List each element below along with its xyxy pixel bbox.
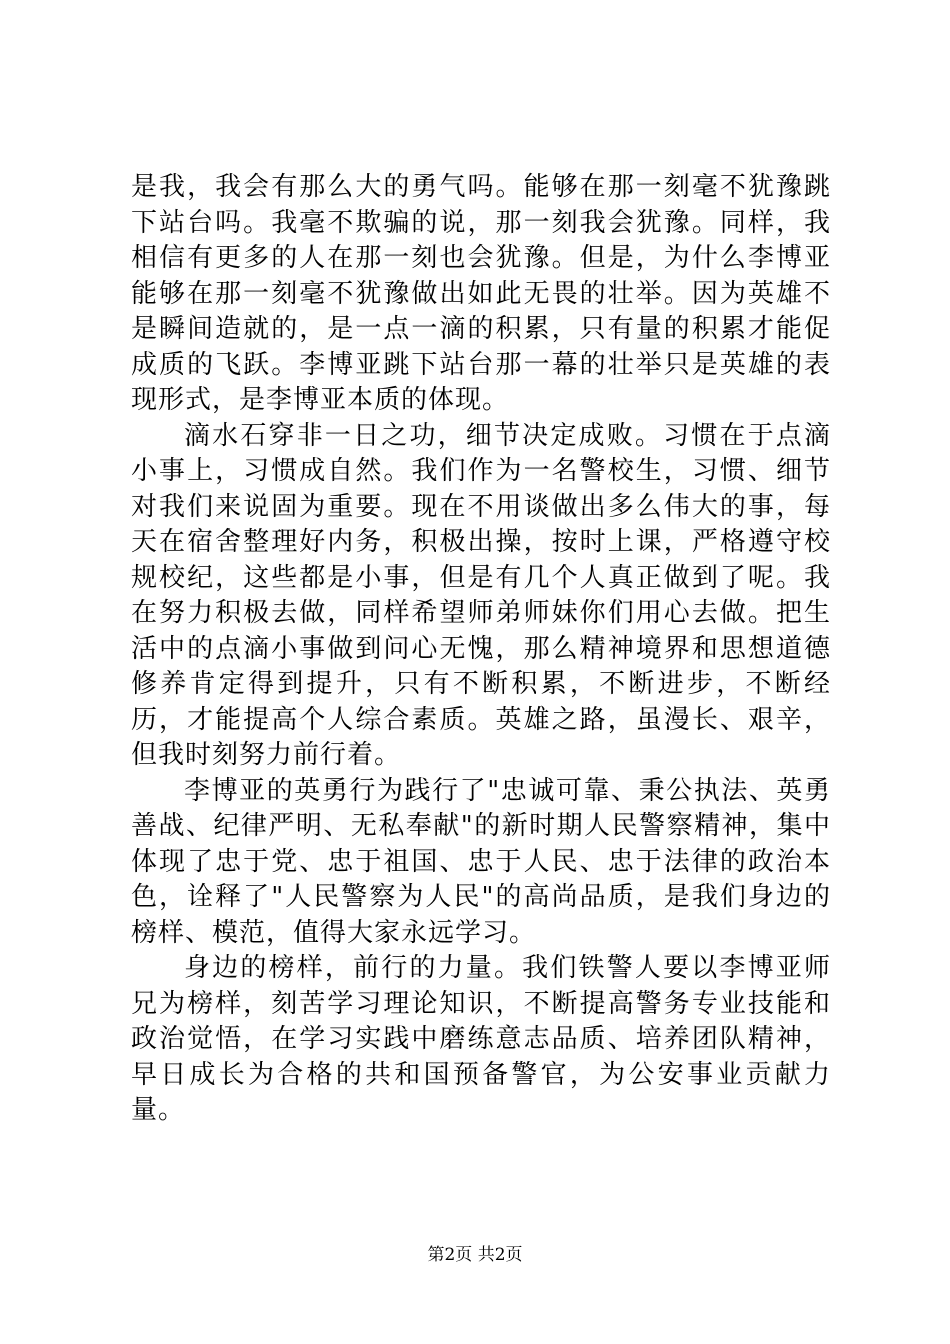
paragraph-4: 身边的榜样，前行的力量。我们铁警人要以李博亚师兄为榜样，刻苦学习理论知识，不断提高警务专业技能和政治觉悟，在学习实践中磨练意志品质、培养团队精神，早日成长为合格的共和国预备警官，为公安事业贡献力量。 (131, 953, 831, 1125)
document-body (131, 170, 831, 1129)
paragraph-1: 是我，我会有那么大的勇气吗。能够在那一刻毫不犹豫跳下站台吗。我毫不欺骗的说，那一刻我会犹豫。同样，我相信有更多的人在那一刻也会犹豫。但是，为什么李博亚能够在那一刻毫不犹豫做出如此无畏的壮举。因为英雄不是瞬间造就的，是一点一滴的积累，只有量的积累才能促成质的飞跃。李博亚跳下站台那一幕的壮举只是英雄的表现形式，是李博亚本质的体现。 (131, 172, 831, 415)
paragraph-3: 李博亚的英勇行为践行了"忠诚可靠、秉公执法、英勇善战、纪律严明、无私奉献"的新时期人民警察精神，集中体现了忠于党、忠于祖国、忠于人民、忠于法律的政治本色，诠释了"人民警察为人民"的高尚品质，是我们身边的榜样、模范，值得大家永远学习。 (131, 775, 831, 948)
paragraph-2: 滴水石穿非一日之功，细节决定成败。习惯在于点滴小事上，习惯成自然。我们作为一名警校生，习惯、细节对我们来说固为重要。现在不用谈做出多么伟大的事，每天在宿舍整理好内务，积极出操，按时上课，严格遵守校规校纪，这些都是小事，但是有几个人真正做到了呢。我在努力积极去做，同样希望师弟师妹你们用心去做。把生活中的点滴小事做到问心无愧，那么精神境界和思想道德修养肯定得到提升，只有不断积累，不断进步，不断经历，才能提高个人综合素质。英雄之路，虽漫长、艰辛，但我时刻努力前行着。 (131, 420, 831, 770)
page-number-footer: 第2页 共2页 (427, 1245, 523, 1265)
